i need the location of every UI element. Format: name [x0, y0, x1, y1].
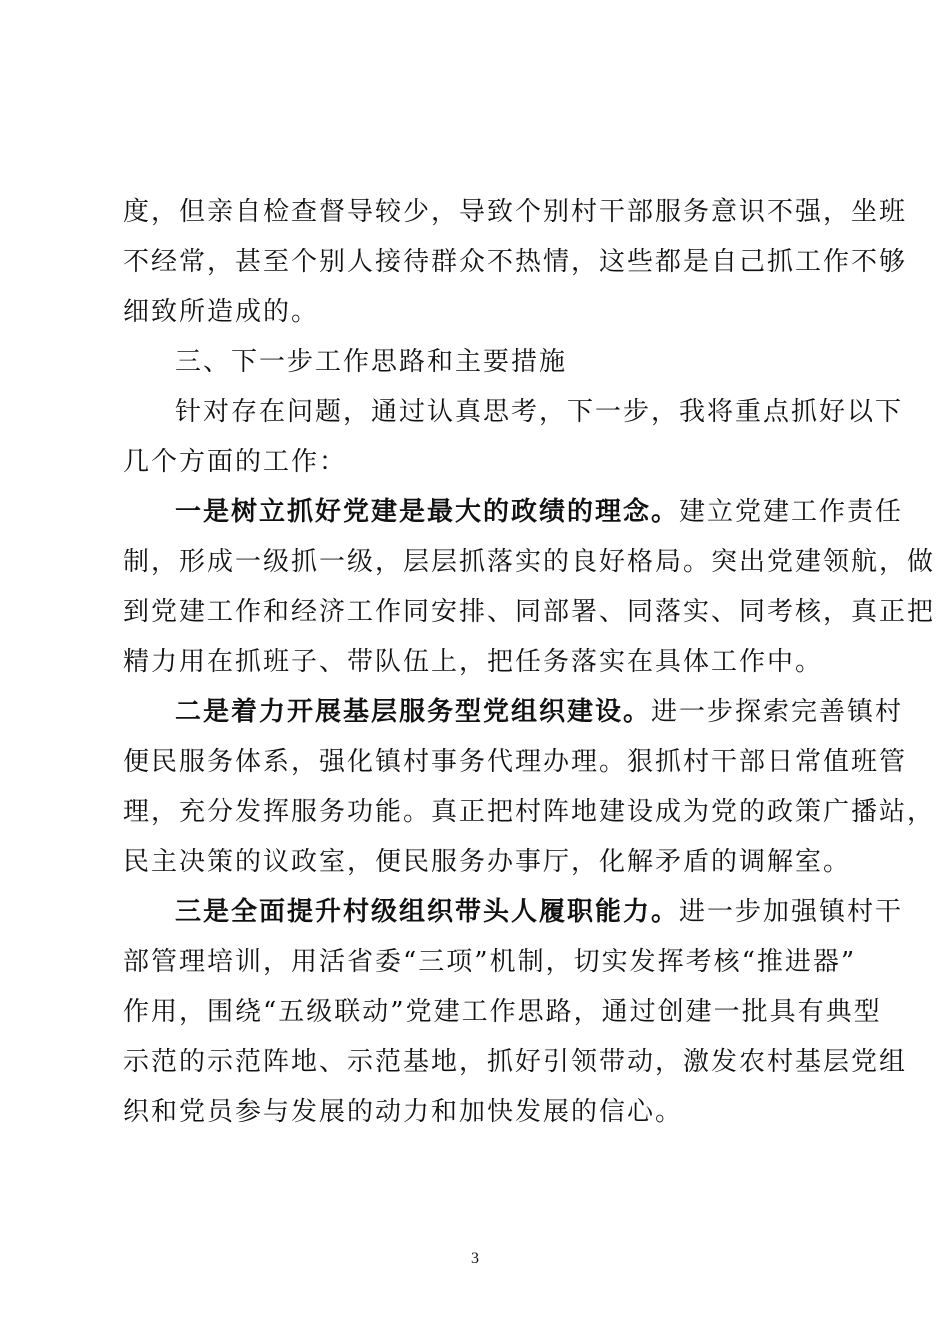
measure-1-text: 建立党建工作责任: [679, 497, 904, 527]
body-line-1: 度，但亲自检查督导较少，导致个别村干部服务意识不强，坐班: [123, 197, 908, 227]
measure-2-text: 进一步探索完善镇村: [651, 697, 904, 727]
measure-3-line-5: 织和党员参与发展的动力和加快发展的信心。: [123, 1097, 684, 1127]
body-line-2: 不经常，甚至个别人接待群众不热情，这些都是自己抓工作不够: [123, 247, 908, 277]
measure-2-line-4: 民主决策的议政室，便民服务办事厅，化解矛盾的调解室。: [123, 847, 852, 877]
measure-2-line-1: [175, 696, 903, 728]
measure-1-line-3: 到党建工作和经济工作同安排、同部署、同落实、同考核，真正把: [123, 597, 936, 627]
measure-2-line-3: 理，充分发挥服务功能。真正把村阵地建设成为党的政策广播站，: [123, 797, 936, 827]
measure-3-line-1: [175, 896, 903, 928]
measure-2-line-2: 便民服务体系，强化镇村事务代理办理。狠抓村干部日常值班管: [123, 747, 908, 777]
measure-2-title: 二是着力开展基层服务型党组织建设。: [175, 697, 652, 727]
measure-1-line-1: [175, 496, 903, 528]
measure-1-line-4: 精力用在抓班子、带队伍上，把任务落实在具体工作中。: [123, 647, 824, 677]
section-heading: 三、下一步工作思路和主要措施: [175, 347, 568, 377]
measure-3-line-3: 作用，围绕“五级联动”党建工作思路，通过创建一批具有典型: [123, 997, 882, 1027]
measure-3-text: 进一步加强镇村干: [679, 897, 904, 927]
measure-3-line-4: 示范的示范阵地、示范基地，抓好引领带动，激发农村基层党组: [123, 1047, 908, 1077]
measure-1-line-2: 制，形成一级抓一级，层层抓落实的良好格局。突出党建领航，做: [123, 547, 936, 577]
body-line-6: 几个方面的工作：: [123, 447, 348, 477]
body-line-5: 针对存在问题，通过认真思考，下一步，我将重点抓好以下: [175, 397, 904, 427]
measure-3-line-2: 部管理培训，用活省委“三项”机制，切实发挥考核“推进器”: [123, 947, 857, 977]
page-number: 3: [471, 1250, 479, 1267]
measure-1-title: 一是树立抓好党建是最大的政绩的理念。: [175, 497, 680, 527]
body-line-3: 细致所造成的。: [123, 297, 320, 327]
measure-3-title: 三是全面提升村级组织带头人履职能力。: [175, 897, 680, 927]
